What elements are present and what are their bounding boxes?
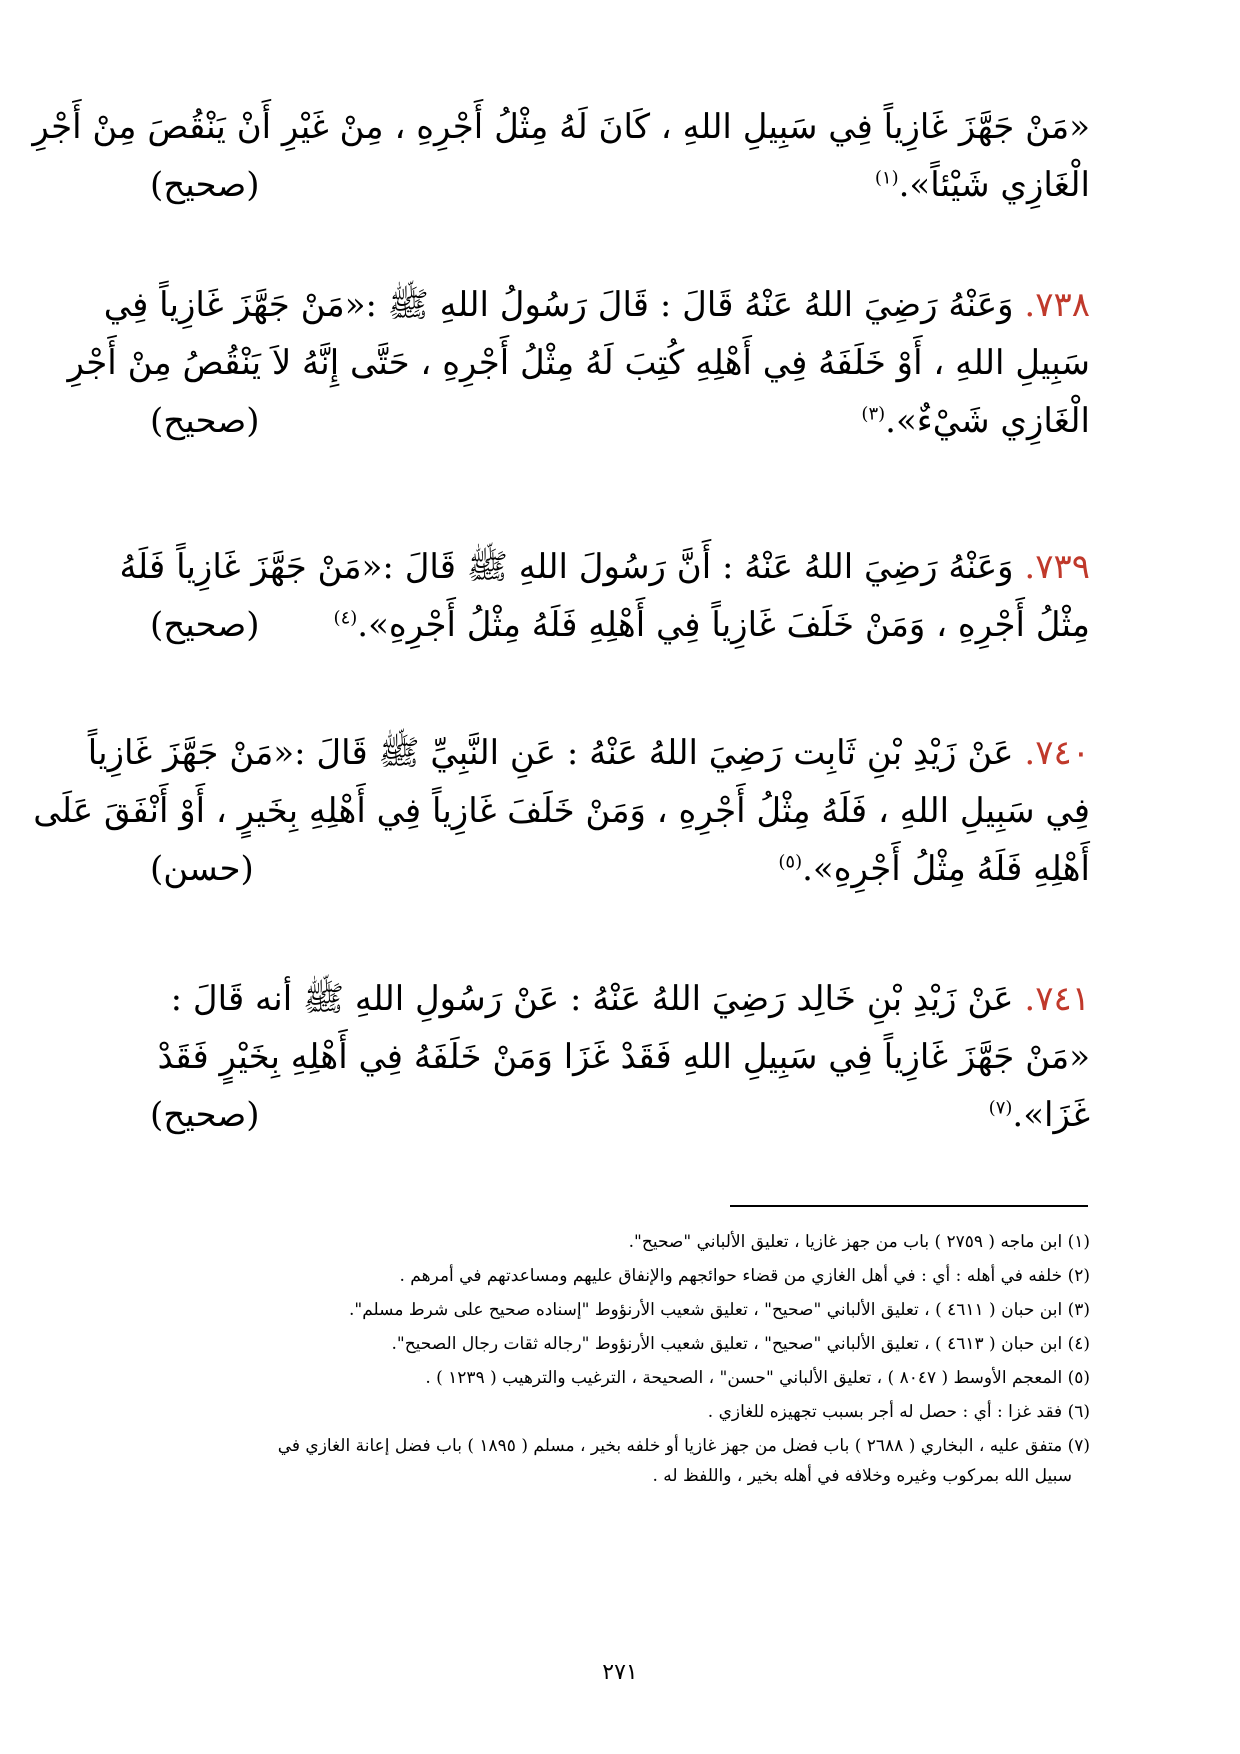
hadith-line: غَزَا».$^{(٧)}$ bbox=[988, 1095, 1090, 1135]
hadith-grade: (صحيح) bbox=[150, 165, 260, 205]
hadith-741 bbox=[150, 970, 1090, 1144]
footnote: (٢) خلفه في أهله : أي : في أهل الغازي من قضاء حوائجهم والإنفاق عليهم ومساعدتهم في أمرهم . bbox=[399, 1266, 1090, 1286]
footnote-ref: (١) bbox=[874, 167, 899, 189]
hadith-number: ٧٤١. bbox=[1024, 979, 1090, 1019]
hadith-number: ٧٣٨. bbox=[1024, 285, 1090, 325]
hadith-line: «مَنْ جَهَّزَ غَازِياً فِي سَبِيلِ اللهِ ، كَانَ لَهُ مِثْلُ أَجْرِهِ ، مِنْ غَيْرِ أَنْ يَنْقُصَ مِنْ أَجْرِ bbox=[32, 107, 1090, 147]
hadith-grade: (صحيح) bbox=[150, 605, 260, 645]
hadith-continuation bbox=[32, 98, 1090, 214]
footnote: (١) ابن ماجه ( ٢٧٥٩ ) باب من جهز غازيا ، تعليق الألباني "صحيح". bbox=[628, 1232, 1090, 1252]
hadith-grade: (حسن) bbox=[150, 849, 254, 889]
hadith-740 bbox=[33, 724, 1090, 898]
footnote-ref: (٥) bbox=[778, 851, 803, 873]
hadith-739 bbox=[119, 538, 1090, 654]
footnote-separator bbox=[730, 1205, 1088, 1207]
footnote-ref: (٧) bbox=[988, 1097, 1013, 1119]
hadith-grade: (صحيح) bbox=[150, 401, 260, 441]
hadith-line: ٧٣٩. وَعَنْهُ رَضِيَ اللهُ عَنْهُ : أَنَّ رَسُولَ اللهِ ﷺ قَالَ :«مَنْ جَهَّزَ غَازِياً فَلَهُ bbox=[119, 547, 1090, 587]
footnote: (٧) متفق عليه ، البخاري ( ٢٦٨٨ ) باب فضل من جهز غازيا أو خلفه بخير ، مسلم ( ١٨٩٥ ) باب فضل إعانة الغازي في bbox=[277, 1436, 1090, 1456]
footnote: (٥) المعجم الأوسط ( ٨٠٤٧ ) ، تعليق الألباني "حسن" ، الصحيحة ، الترغيب والترهيب ( ١٢٣٩ ) . bbox=[425, 1368, 1090, 1388]
hadith-738 bbox=[67, 276, 1090, 450]
hadith-line: «مَنْ جَهَّزَ غَازِياً فِي سَبِيلِ اللهِ فَقَدْ غَزَا وَمَنْ خَلَفَهُ فِي أَهْلِهِ بِخَيْرٍ فَقَدْ bbox=[157, 1037, 1090, 1077]
footnote: (٦) فقد غزا : أي : حصل له أجر بسبب تجهيزه للغازي . bbox=[707, 1402, 1090, 1422]
hadith-line: الْغَازِي شَيْئاً».$^{(١)}$ bbox=[874, 165, 1090, 205]
footnote-ref: (٣) bbox=[861, 403, 886, 425]
hadith-line: الْغَازِي شَيْءٌ».$^{(٣)}$ bbox=[861, 401, 1090, 441]
footnote-ref: (٤) bbox=[333, 607, 358, 629]
hadith-line: فِي سَبِيلِ اللهِ ، فَلَهُ مِثْلُ أَجْرِهِ ، وَمَنْ خَلَفَ غَازِياً فِي أَهْلِهِ بِخَيرٍ ، أَوْ أَنْفَقَ عَلَى bbox=[33, 791, 1090, 831]
footnote-continuation: سبيل الله بمركوب وغيره وخلافه في أهله بخير ، واللفظ له . bbox=[652, 1466, 1072, 1486]
page-number: ٢٧١ bbox=[602, 1660, 638, 1685]
hadith-line: ٧٤٠. عَنْ زَيْدِ بْنِ ثَابِت رَضِيَ اللهُ عَنْهُ : عَنِ النَّبِيِّ ﷺ قَالَ :«مَنْ جَهَّزَ غَازِياً bbox=[87, 733, 1090, 773]
hadith-grade: (صحيح) bbox=[150, 1095, 260, 1135]
hadith-line: أَهْلِهِ فَلَهُ مِثْلُ أَجْرِهِ».$^{(٥)}$ bbox=[778, 849, 1090, 889]
hadith-number: ٧٤٠. bbox=[1024, 733, 1090, 773]
hadith-line: ٧٤١. عَنْ زَيْدِ بْنِ خَالِد رَضِيَ اللهُ عَنْهُ : عَنْ رَسُولِ اللهِ ﷺ أنه قَالَ : bbox=[170, 979, 1090, 1019]
footnote: (٤) ابن حبان ( ٤٦١٣ ) ، تعليق الألباني "صحيح" ، تعليق شعيب الأرنؤوط "رجاله ثقات رجال الصحيح". bbox=[391, 1334, 1090, 1354]
hadith-line: سَبِيلِ اللهِ ، أَوْ خَلَفَهُ فِي أَهْلِهِ كُتِبَ لَهُ مِثْلُ أَجْرِهِ ، حَتَّى إِنَّهُ لاَ يَنْقُصُ مِنْ أَجْرِ bbox=[67, 343, 1090, 383]
footnote: (٣) ابن حبان ( ٤٦١١ ) ، تعليق الألباني "صحيح" ، تعليق شعيب الأرنؤوط "إسناده صحيح على شرط مسلم". bbox=[349, 1300, 1090, 1320]
hadith-line: ٧٣٨. وَعَنْهُ رَضِيَ اللهُ عَنْهُ قَالَ : قَالَ رَسُولُ اللهِ ﷺ :«مَنْ جَهَّزَ غَازِياً فِي bbox=[103, 285, 1090, 325]
hadith-number: ٧٣٩. bbox=[1024, 547, 1090, 587]
hadith-line: مِثْلُ أَجْرِهِ ، وَمَنْ خَلَفَ غَازِياً فِي أَهْلِهِ فَلَهُ مِثْلُ أَجْرِهِ».$^{(٤)}$ bbox=[333, 605, 1090, 645]
